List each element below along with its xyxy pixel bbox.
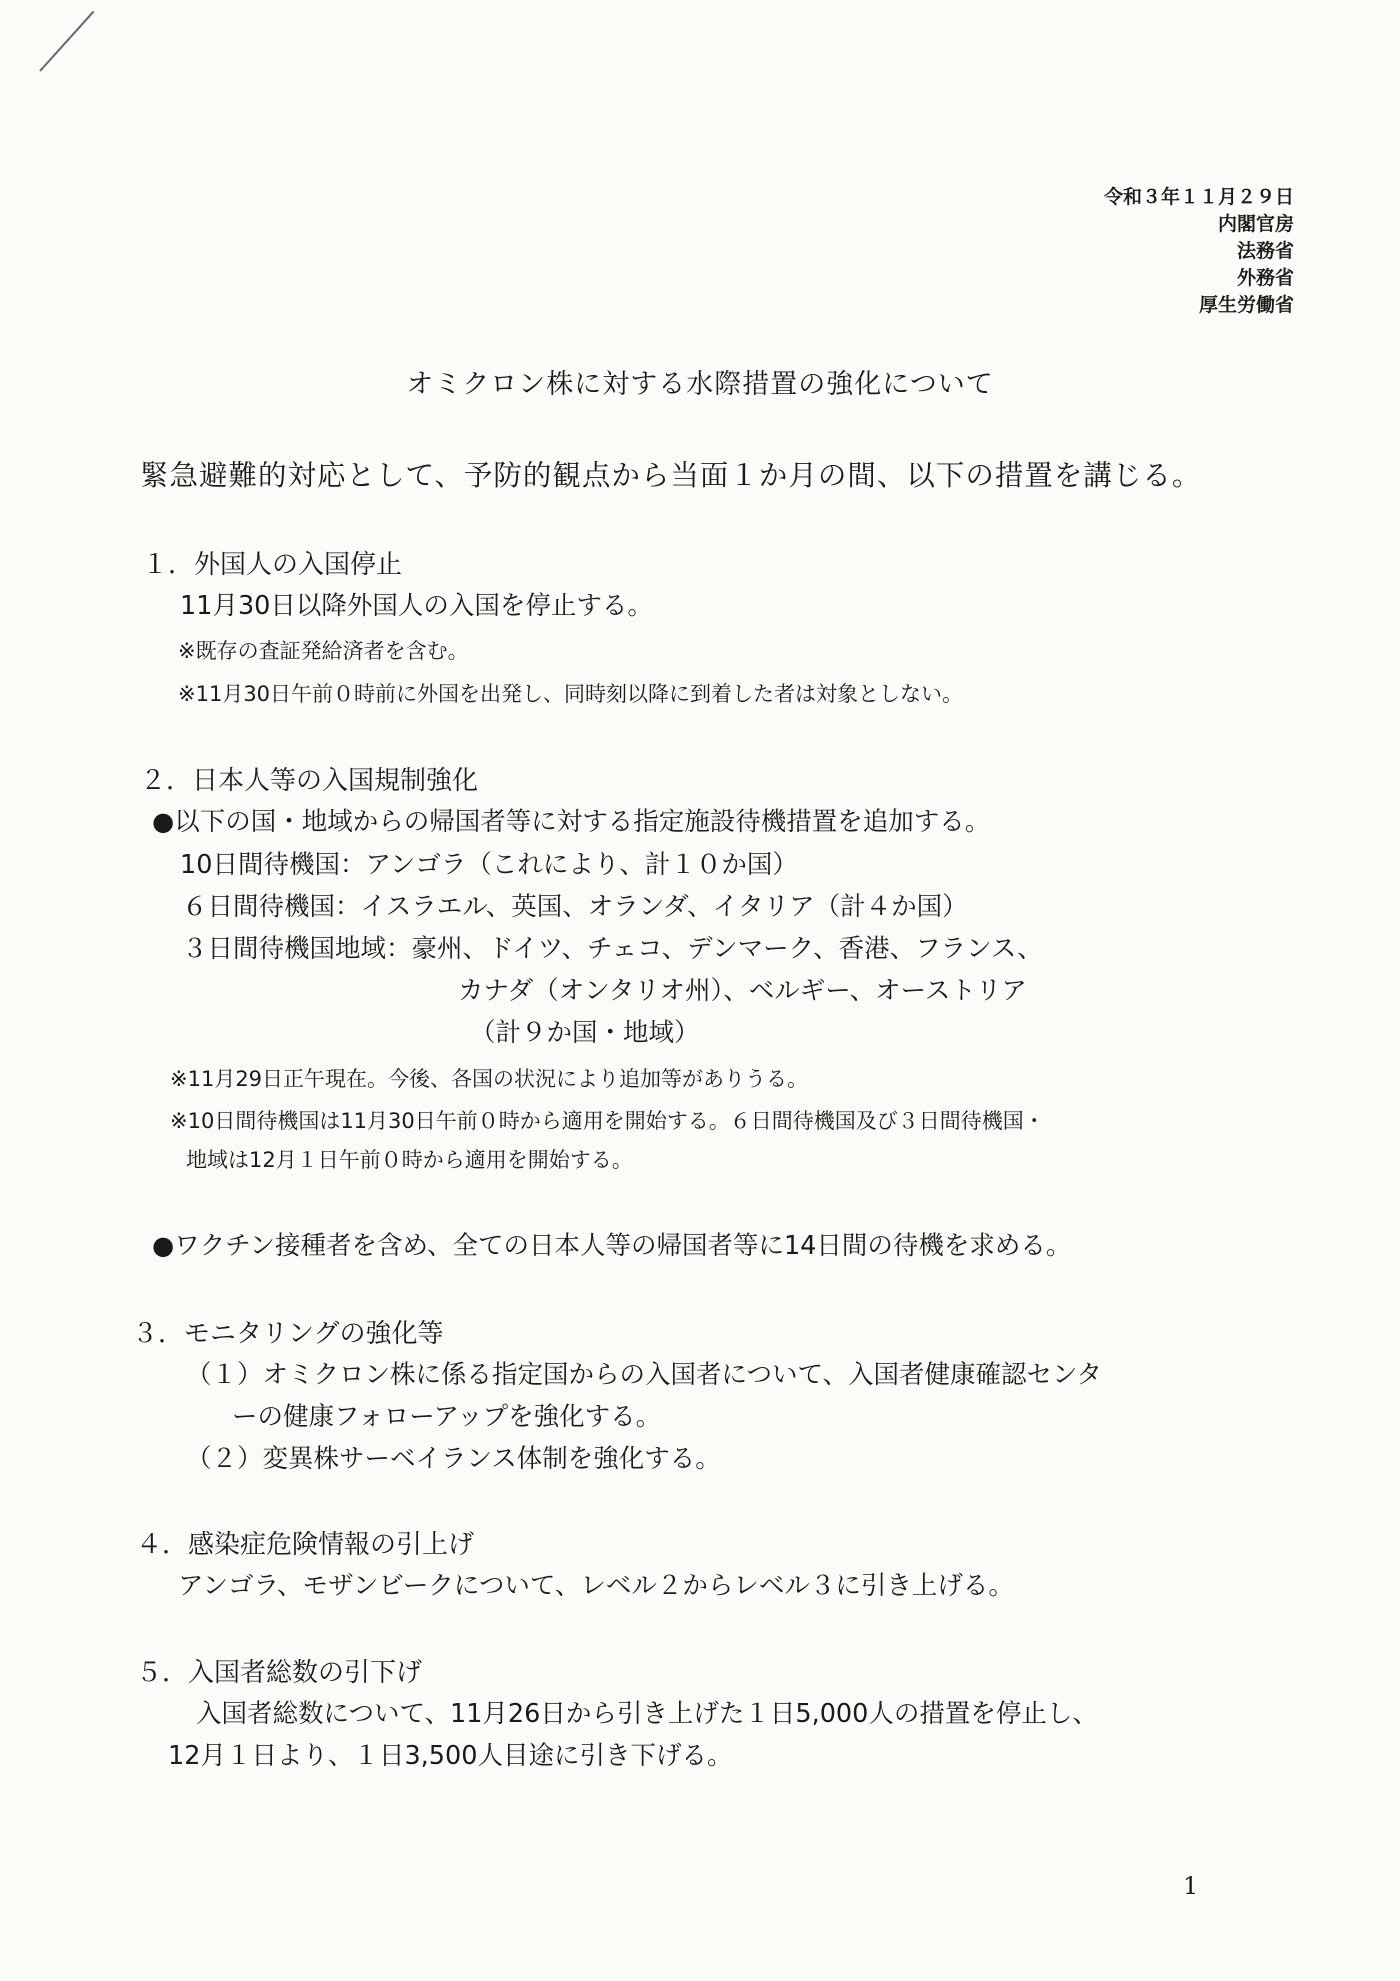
- agency-health: 厚生労働省: [1198, 294, 1294, 316]
- lead-sentence: 緊急避難的対応として、予防的観点から当面１か月の間、以下の措置を講じる。: [140, 459, 1202, 492]
- section-2-line: （計９か国・地域）: [470, 1018, 700, 1048]
- section-2-bullet: ●以下の国・地域からの帰国者等に対する指定施設待機措置を追加する。: [152, 807, 991, 837]
- section-2-line: 10日間待機国：アンゴラ（これにより、計１０か国）: [180, 850, 798, 880]
- section-3-item: （２）変異株サーベイランス体制を強化する。: [186, 1444, 721, 1474]
- section-1-note: ※11月30日午前０時前に外国を出発し、同時刻以降に到着した者は対象としない。: [178, 682, 964, 706]
- section-5-line: 入国者総数について、11月26日から引き上げた１日5,000人の措置を停止し、: [196, 1699, 1098, 1729]
- section-2-line: ３日間待機国地域：豪州、ドイツ、チェコ、デンマーク、香港、フランス、: [182, 934, 1043, 964]
- section-5-heading: ５．入国者総数の引下げ: [136, 1658, 423, 1688]
- section-4-body: アンゴラ、モザンビークについて、レベル２からレベル３に引き上げる。: [178, 1571, 1014, 1601]
- document-title: オミクロン株に対する水際措置の強化について: [406, 369, 994, 400]
- section-2-bullet: ●ワクチン接種者を含め、全ての日本人等の帰国者等に14日間の待機を求める。: [152, 1231, 1072, 1261]
- page-number: 1: [1183, 1872, 1199, 1900]
- section-3-item: ーの健康フォローアップを強化する。: [232, 1402, 662, 1432]
- section-1-note: ※既存の査証発給済者を含む。: [178, 639, 469, 663]
- document-date: 令和３年１１月２９日: [1103, 186, 1294, 208]
- pen-mark: [39, 11, 94, 72]
- section-1-heading: １．外国人の入国停止: [142, 550, 403, 580]
- agency-justice: 法務省: [1236, 240, 1294, 262]
- section-2-note: 地域は12月１日午前０時から適用を開始する。: [186, 1148, 633, 1172]
- section-2-heading: ２．日本人等の入国規制強化: [140, 766, 479, 796]
- section-2-note: ※10日間待機国は11月30日午前０時から適用を開始する。６日間待機国及び３日間待機国・: [170, 1109, 1045, 1133]
- section-2-line: カナダ（オンタリオ州）、ベルギー、オーストリア: [458, 976, 1027, 1006]
- section-1-body: 11月30日以降外国人の入国を停止する。: [180, 591, 653, 621]
- section-3-heading: ３．モニタリングの強化等: [132, 1319, 444, 1349]
- section-2-line: ６日間待機国：イスラエル、英国、オランダ、イタリア（計４か国）: [182, 892, 968, 922]
- section-2-note: ※11月29日正午現在。今後、各国の状況により追加等がありうる。: [170, 1067, 809, 1091]
- agency-foreign: 外務省: [1236, 267, 1294, 289]
- section-3-item: （１）オミクロン株に係る指定国からの入国者について、入国者健康確認センタ: [186, 1360, 1102, 1390]
- section-5-line: 12月１日より、１日3,500人目途に引き下げる。: [168, 1741, 733, 1771]
- section-4-heading: ４．感染症危険情報の引上げ: [136, 1530, 475, 1560]
- agency-cabinet: 内閣官房: [1217, 213, 1294, 235]
- header-block: [1104, 184, 1294, 319]
